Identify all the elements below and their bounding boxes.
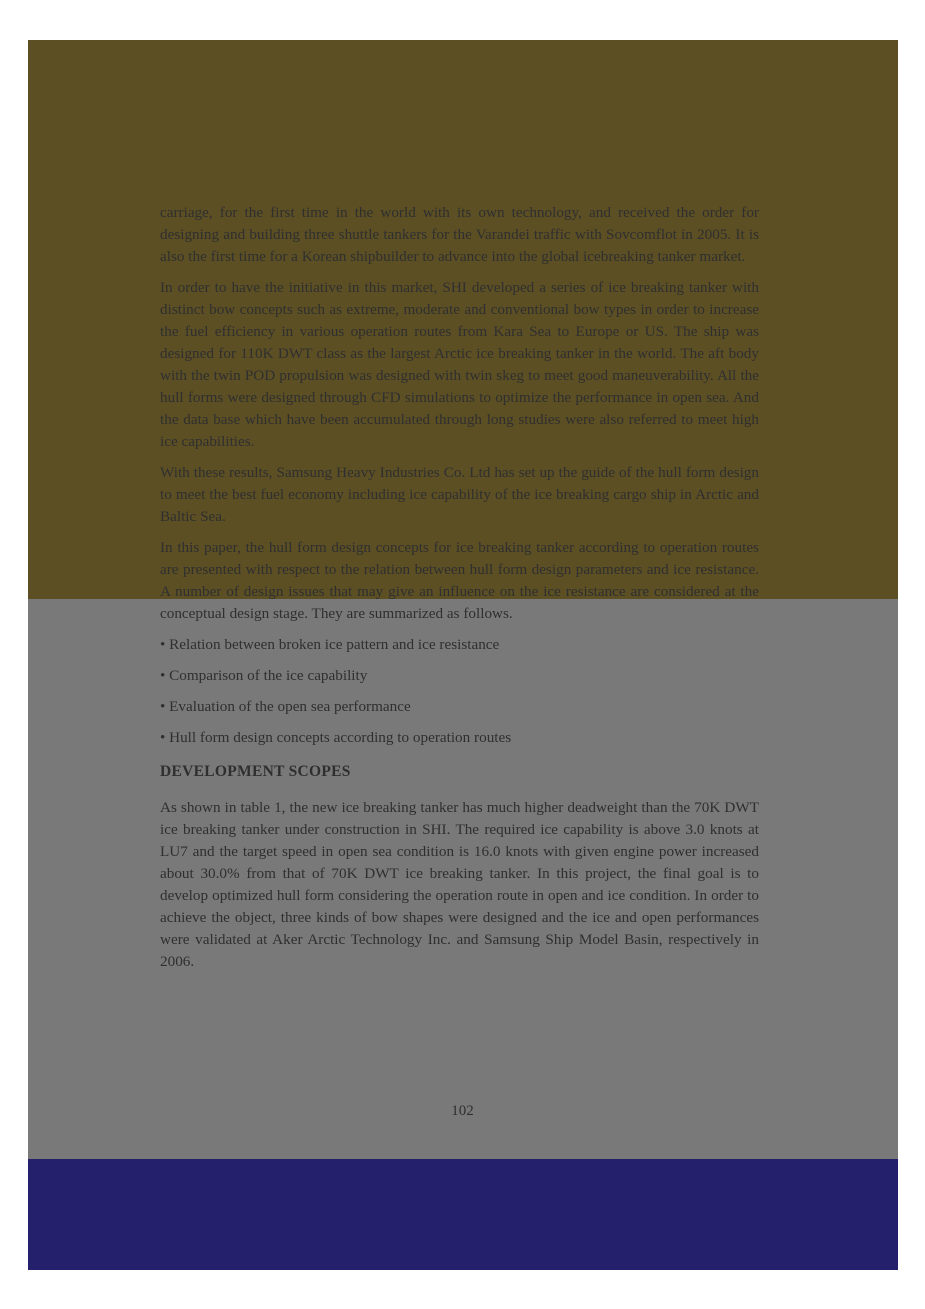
section-paragraph: As shown in table 1, the new ice breaking tanker has much higher deadweight than the 70K DWT ice breaking tanker under construction in SHI. The required ice capability is above 3.0 knots at LU7 and the target speed in open sea condition is 16.0 knots with given engine power increased about 30.0% from that of 70K DWT ice breaking tanker. In this project, the final goal is to develop optimized hull form considering the operation route in open and ice condition. In order to achieve the object, three kinds of bow shapes were designed and the ice and open performances were validated at Aker Arctic Technology Inc. and Samsung Ship Model Basin, respectively in 2006. — [160, 799, 759, 970]
bullet-item: • Relation between broken ice pattern and ice resistance — [160, 636, 500, 653]
section-heading: DEVELOPMENT SCOPES — [160, 763, 351, 780]
intro-paragraph-4: In this paper, the hull form design concepts for ice breaking tanker according to operation routes are presented with respect to the relation between hull form design parameters and ice resistance. A number of design issues that may give an influence on the ice resistance are considered at the conceptual design stage. They are summarized as follows. — [160, 539, 759, 622]
intro-paragraph-1: carriage, for the first time in the world with its own technology, and received the order for designing and building three shuttle tankers for the Varandei traffic with Sovcomflot in 2005. It is also the first time for a Korean shipbuilder to advance into the global icebreaking tanker market. — [160, 204, 759, 265]
bullet-list — [160, 634, 759, 749]
bullet-item: • Hull form design concepts according to operation routes — [160, 729, 512, 746]
intro-paragraph-2: In order to have the initiative in this market, SHI developed a series of ice breaking tanker with distinct bow concepts such as extreme, moderate and conventional bow types in order to increase the fuel efficiency in various operation routes from Kara Sea to Europe or US. The ship was designed for 110K DWT class as the largest Arctic ice breaking tanker in the world. The aft body with the twin POD propulsion was designed with twin skeg to meet good maneuverability. All the hull forms were designed through CFD simulations to optimize the performance in open sea. And the data base which have been accumulated through long studies were also referred to meet high ice capabilities. — [160, 279, 759, 450]
bottom-color-band — [28, 1159, 898, 1270]
document-body — [160, 202, 759, 982]
page-number: 102 — [451, 1103, 474, 1119]
bullet-item: • Comparison of the ice capability — [160, 667, 368, 684]
bullet-item: • Evaluation of the open sea performance — [160, 698, 411, 715]
intro-paragraph-3: With these results, Samsung Heavy Industries Co. Ltd has set up the guide of the hull form design to meet the best fuel economy including ice capability of the ice breaking cargo ship in Arctic and Baltic Sea. — [160, 464, 759, 525]
